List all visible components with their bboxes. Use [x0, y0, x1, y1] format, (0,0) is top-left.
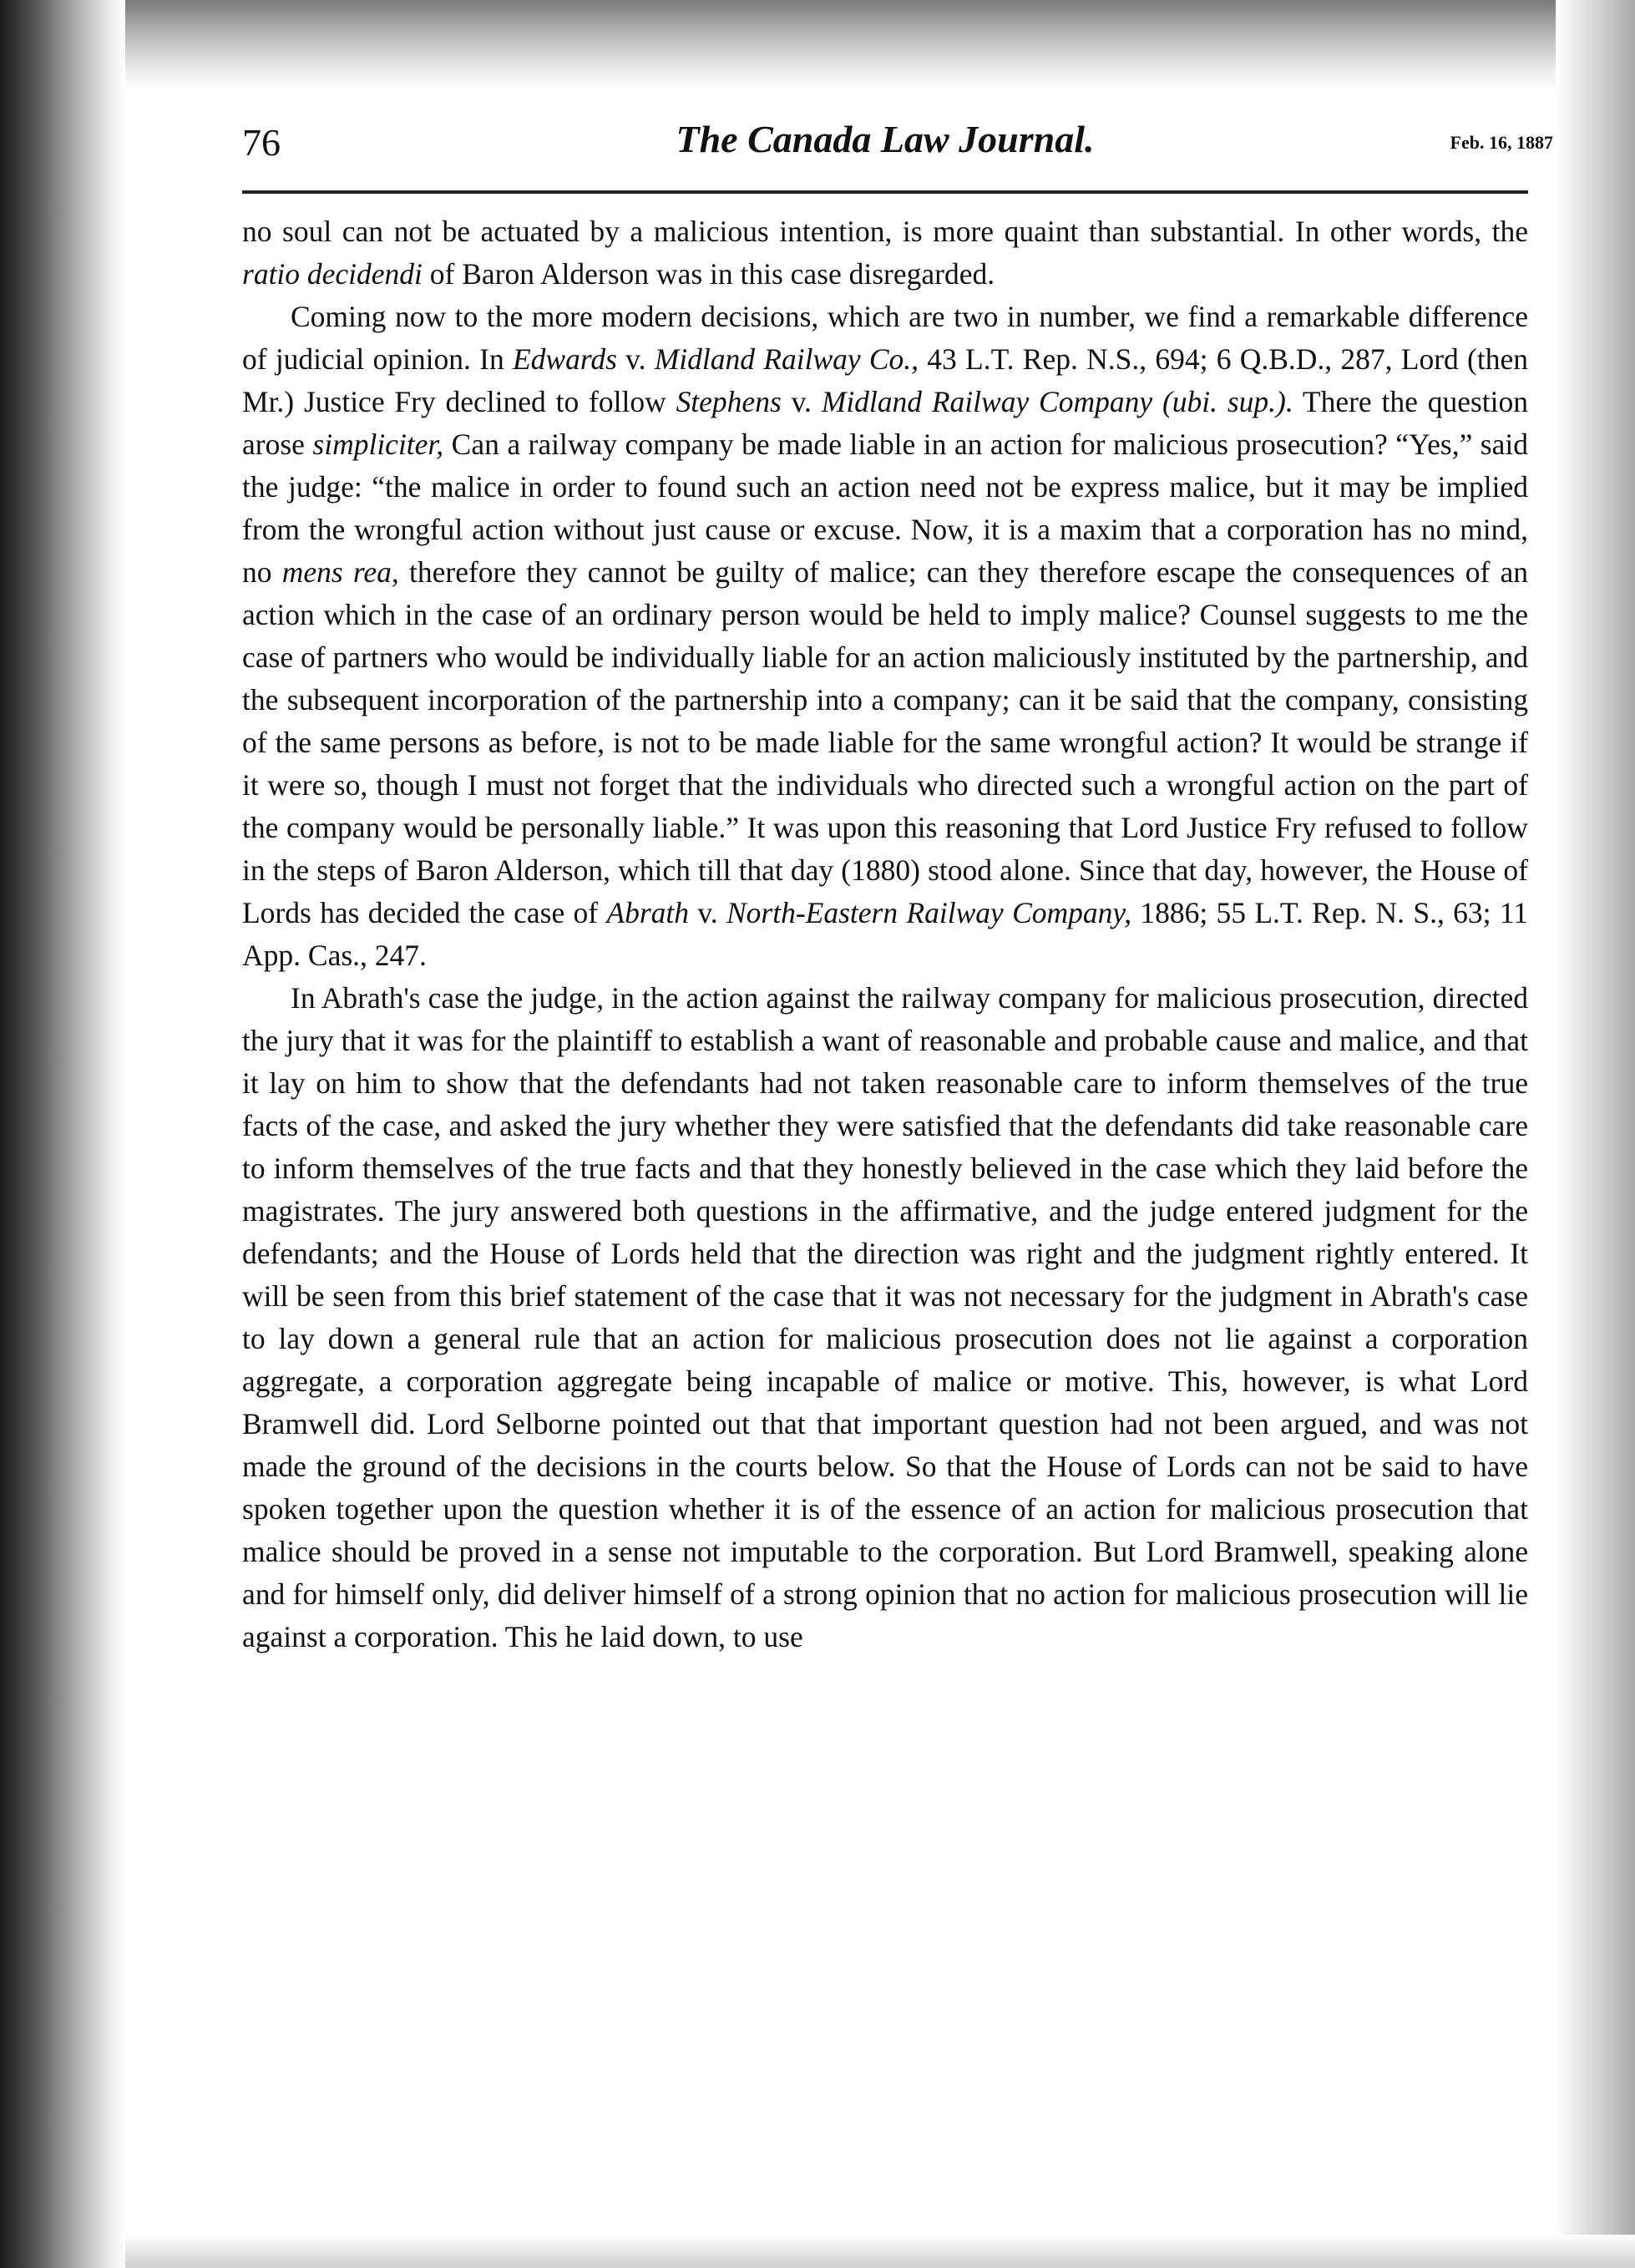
- scan-edge-bottom: [125, 2235, 1635, 2268]
- text-segment: Coming now to the more modern decisions, which are two in number, we find a remarkable difference of judicial opinion. In: [242, 300, 1528, 376]
- body-paragraph: [242, 296, 1528, 977]
- body-paragraph: [242, 977, 1528, 1658]
- article-body: [242, 210, 1528, 1658]
- text-segment: of Baron Alderson was in this case disregarded.: [422, 257, 995, 291]
- text-segment: In Abrath's case the judge, in the action against the railway company for malicious prosecution, directed the jury that it was for the plaintiff to establish a want of reasonable and probable cause and malice, and that it lay on him to show that the defendants had not taken reasonable care to inform themselves of the true facts of the case, and asked the jury whether they were satisfied that the defendants did take reasonable care to inform themselves of the true facts and that they honestly believed in the case which they laid before the magistrates. The jury answered both questions in the affirmative, and the judge entered judgment for the defendants; and the House of Lords held that the direction was right and the judgment rightly entered. It will be seen from this brief statement of the case that it was not necessary for the judgment in Abrath's case to lay down a general rule that an action for malicious prosecution does not lie against a corporation aggregate, a corporation aggregate being incapable of malice or motive. This, however, is what Lord Bramwell did. Lord Selborne pointed out that that important question had not been argued, and was not made the ground of the decisions in the courts below. So that the House of Lords can not be said to have spoken together upon the question whether it is of the essence of an action for malicious prosecution that malice should be proved in a sense not imputable to the corporation. But Lord Bramwell, speaking alone and for himself only, did deliver himself of a strong opinion that no action for malicious prosecution will lie against a corporation. This he laid down, to use: [242, 981, 1528, 1653]
- italic-text-segment: Midland Railway Company (ubi. sup.).: [821, 385, 1293, 418]
- italic-text-segment: simpliciter,: [312, 428, 444, 461]
- text-segment: 1886; 55 L.T. Rep. N. S., 63; 11 App. Cas., 247.: [242, 896, 1529, 972]
- text-segment: Can a railway company be made liable in an action for malicious prosecution? “Yes,” said the judge: “the malice in order to found such an action need not be express malice, but it may be implied from the wrongful action without just cause or excuse. Now, it is a maxim that a corporation has no mind, no: [242, 428, 1528, 589]
- italic-text-segment: mens rea,: [281, 555, 399, 589]
- italic-text-segment: Midland Railway Co.,: [654, 342, 919, 376]
- journal-title: The Canada Law Journal.: [676, 118, 1095, 160]
- running-header: [242, 109, 1553, 175]
- text-segment: v.: [689, 896, 726, 929]
- italic-text-segment: Edwards: [512, 342, 617, 376]
- scan-edge-right: [1556, 0, 1635, 2268]
- text-segment: therefore they cannot be guilty of malice; can they therefore escape the consequences of an action which in the case of an ordinary person would be held to imply malice? Counsel suggests to me the case of partners who would be individually liable for an action maliciously instituted by the partnership, and the subsequent incorporation of the partnership into a company; can it be said that the company, consisting of the same persons as before, is not to be made liable for the same wrongful action? It would be strange if it were so, though I must not forget that the individuals who directed such a wrongful action on the part of the company would be personally liable.” It was upon this reasoning that Lord Justice Fry refused to follow in the steps of Baron Alderson, which till that day (1880) stood alone. Since that day, however, the House of Lords has decided the case of: [242, 555, 1529, 929]
- body-paragraph: [242, 210, 1528, 296]
- header-date: Feb. 16, 1887: [1450, 132, 1553, 153]
- text-segment: There the question arose: [242, 385, 1528, 461]
- header-rule: [242, 190, 1528, 194]
- italic-text-segment: Stephens: [676, 385, 782, 418]
- scan-edge-left: [0, 0, 125, 2268]
- scan-edge-top: [125, 0, 1635, 92]
- italic-text-segment: North-Eastern Railway Company,: [726, 896, 1132, 929]
- italic-text-segment: Abrath: [606, 896, 690, 929]
- journal-page: [242, 109, 1553, 1658]
- text-segment: v.: [616, 342, 655, 376]
- text-segment: v.: [781, 385, 822, 418]
- page-number: 76: [242, 121, 281, 164]
- text-segment: 43 L.T. Rep. N.S., 694; 6 Q.B.D., 287, Lord (then Mr.) Justice Fry declined to follow: [242, 342, 1528, 418]
- italic-text-segment: ratio decidendi: [242, 257, 423, 291]
- text-segment: no soul can not be actuated by a malicious intention, is more quaint than substantial. In other words, the: [242, 215, 1528, 248]
